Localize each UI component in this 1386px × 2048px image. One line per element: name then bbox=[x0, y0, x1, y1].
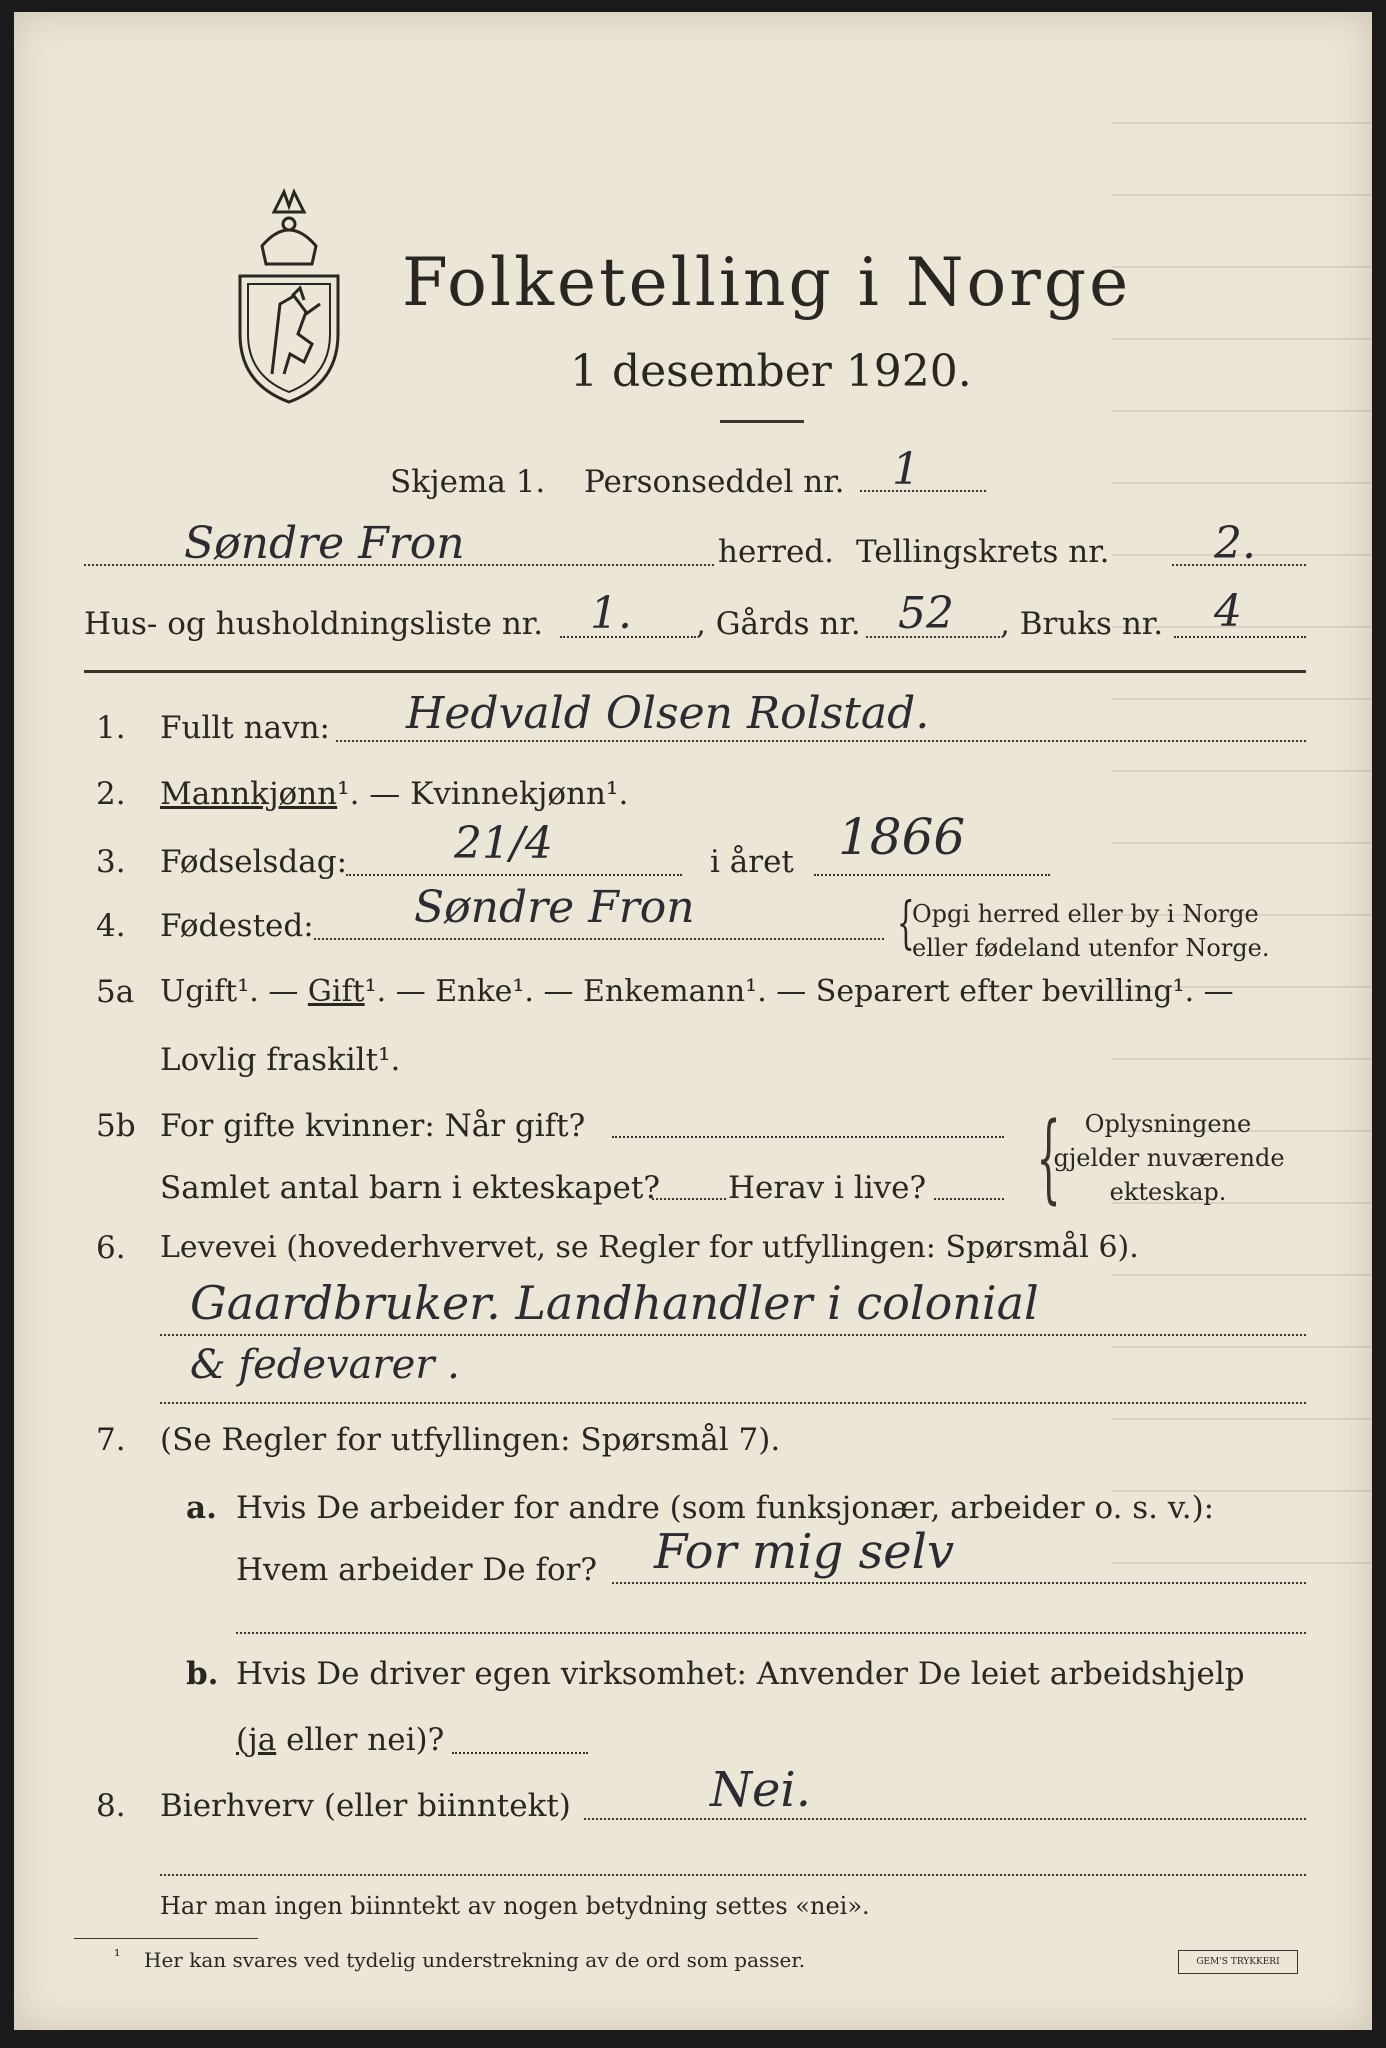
tellingskrets-value: 2. bbox=[1214, 518, 1256, 569]
census-form-sheet bbox=[14, 12, 1372, 2030]
q2-number: 2. bbox=[96, 776, 126, 812]
title-divider bbox=[720, 420, 804, 423]
q5a-text bbox=[160, 974, 1234, 1009]
q7a-question: Hvem arbeider De for? bbox=[236, 1552, 598, 1588]
q5b-label-3: Herav i live? bbox=[728, 1170, 927, 1206]
q7b-ja: ja bbox=[248, 1722, 277, 1758]
q4-line bbox=[314, 938, 884, 940]
q5a-number: 5a bbox=[96, 974, 135, 1010]
personseddel-value: 1 bbox=[892, 444, 920, 495]
q2-end: ¹. bbox=[606, 776, 629, 812]
q2-text bbox=[160, 776, 628, 812]
q8-line bbox=[584, 1818, 1306, 1820]
q4-number: 4. bbox=[96, 908, 126, 944]
q7b-number: b. bbox=[186, 1656, 219, 1692]
q4-note-1: Opgi herred eller by i Norge bbox=[912, 900, 1259, 928]
q5b-line-3 bbox=[934, 1198, 1004, 1200]
q4-label: Fødested: bbox=[160, 908, 314, 944]
q5a-dash: ¹. — bbox=[237, 974, 308, 1009]
q7a-value: For mig selv bbox=[654, 1524, 955, 1580]
q1-number: 1. bbox=[96, 710, 126, 746]
q2-male: Mannkjønn bbox=[160, 776, 338, 812]
printer-stamp: GEM'S TRYKKERI bbox=[1178, 1950, 1298, 1974]
q5b-note-1: Oplysningene bbox=[1084, 1110, 1252, 1138]
q7a-label: Hvis De arbeider for andre (som funksjonær, arbeider o. s. v.): bbox=[236, 1490, 1215, 1526]
herred-label: herred. bbox=[718, 534, 834, 570]
husliste-label: Hus- og husholdningsliste nr. bbox=[84, 606, 544, 642]
schema-label: Skjema 1. bbox=[390, 464, 546, 500]
q5b-label-1: For gifte kvinner: Når gift? bbox=[160, 1108, 586, 1144]
census-date: 1 desember 1920. bbox=[570, 346, 972, 397]
q3-number: 3. bbox=[96, 844, 126, 880]
gards-label: , Gårds nr. bbox=[696, 606, 861, 642]
q7b-label: Hvis De driver egen virksomhet: Anvender De leiet arbeidshjelp bbox=[236, 1656, 1245, 1692]
q8-label: Bierhverv (eller biinntekt) bbox=[160, 1788, 571, 1824]
q6-value-1: Gaardbruker. Landhandler i colonial bbox=[190, 1276, 1039, 1330]
q4-brace: { bbox=[896, 891, 915, 956]
q3-label: Fødselsdag: bbox=[160, 844, 348, 880]
herred-value: Søndre Fron bbox=[184, 518, 465, 569]
q7b-line bbox=[452, 1752, 588, 1754]
q7b-open-paren: ( bbox=[236, 1722, 249, 1758]
q7-label: (Se Regler for utfyllingen: Spørsmål 7). bbox=[160, 1422, 781, 1458]
q7b-rest: eller nei)? bbox=[286, 1722, 445, 1758]
q8-number: 8. bbox=[96, 1788, 126, 1824]
q2-sep: ¹. — bbox=[337, 776, 411, 812]
q3-day-line bbox=[346, 874, 682, 876]
tellingskrets-label: Tellingskrets nr. bbox=[856, 534, 1110, 570]
q6-line-1 bbox=[160, 1334, 1306, 1336]
personseddel-line bbox=[860, 490, 986, 492]
q5b-brace: { bbox=[1036, 1102, 1061, 1214]
q3-day-value: 21/4 bbox=[454, 818, 553, 869]
q8-extra-line bbox=[160, 1874, 1306, 1876]
q7a-number: a. bbox=[186, 1490, 217, 1526]
q5a-line2: Lovlig fraskilt¹. bbox=[160, 1042, 401, 1078]
footnote-divider bbox=[74, 1938, 258, 1939]
q4-value: Søndre Fron bbox=[414, 882, 695, 933]
gards-value: 52 bbox=[898, 588, 954, 639]
q7a-extra-line bbox=[236, 1632, 1306, 1634]
q1-value: Hedvald Olsen Rolstad. bbox=[406, 688, 930, 739]
q5a-ugift: Ugift bbox=[160, 974, 238, 1009]
q8-value: Nei. bbox=[710, 1762, 812, 1818]
bruks-label: , Bruks nr. bbox=[1000, 606, 1164, 642]
footer-note: Har man ingen biinntekt av nogen betydning settes «nei». bbox=[160, 1892, 870, 1920]
bruks-value: 4 bbox=[1214, 586, 1242, 637]
q5b-note-2: gjelder nuværende bbox=[1053, 1144, 1285, 1172]
q5b-label-2: Samlet antal barn i ekteskapet? bbox=[160, 1170, 660, 1206]
q1-line bbox=[336, 740, 1306, 742]
q3-year-value: 1866 bbox=[838, 808, 966, 866]
coat-of-arms-icon bbox=[234, 184, 344, 406]
q7a-line bbox=[612, 1582, 1306, 1584]
footnote-text: Her kan svares ved tydelig understrekning av de ord som passer. bbox=[144, 1948, 806, 1972]
q3-year-label: i året bbox=[710, 844, 794, 880]
q4-note-2: eller fødeland utenfor Norge. bbox=[912, 934, 1270, 962]
q2-female: Kvinnekjønn bbox=[410, 776, 607, 812]
q6-value-2: & fedevarer . bbox=[190, 1342, 460, 1388]
husliste-value: 1. bbox=[590, 588, 632, 639]
q5b-line-2 bbox=[652, 1198, 726, 1200]
q6-number: 6. bbox=[96, 1230, 126, 1266]
header-divider bbox=[84, 670, 1306, 673]
q6-label: Levevei (hovederhvervet, se Regler for utfyllingen: Spørsmål 6). bbox=[160, 1230, 1139, 1265]
form-title: Folketelling i Norge bbox=[402, 244, 1132, 321]
personseddel-label: Personseddel nr. bbox=[584, 464, 845, 500]
q5b-line-1 bbox=[612, 1136, 1004, 1138]
q1-label: Fullt navn: bbox=[160, 710, 330, 746]
q5a-rest: ¹. — Enke¹. — Enkemann¹. — Separert efter bevilling¹. — bbox=[364, 974, 1234, 1009]
q5b-number: 5b bbox=[96, 1108, 136, 1144]
q7-number: 7. bbox=[96, 1422, 126, 1458]
q3-year-line bbox=[814, 874, 1050, 876]
q5b-note-3: ekteskap. bbox=[1109, 1178, 1227, 1206]
q7b-answer-options bbox=[236, 1722, 444, 1758]
q6-line-2 bbox=[160, 1402, 1306, 1404]
footnote-mark: ¹ bbox=[114, 1946, 121, 1965]
q5a-gift: Gift bbox=[307, 974, 365, 1009]
